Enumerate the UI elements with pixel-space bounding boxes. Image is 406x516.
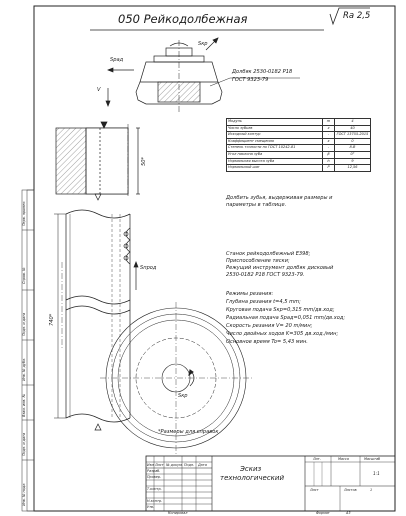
side-strip-5: Взам. инв. № [22, 393, 26, 417]
label-v: V [97, 87, 101, 93]
title-block-line-1: Эскиз [240, 465, 262, 473]
params-cell-val: 8-B [335, 145, 371, 152]
col-sign: Подп. [184, 463, 195, 467]
listov-label: Листов [344, 488, 357, 492]
dimension-740 [54, 214, 66, 418]
params-row [227, 165, 371, 172]
side-strip-1: Перв. примен. [22, 200, 26, 226]
params-cell-val: ГОСТ 13755-2015 [335, 132, 371, 139]
row-prov: Провер. [147, 475, 162, 479]
dim-50: 50* [141, 156, 147, 166]
params-cell-sym: m [323, 119, 335, 126]
params-cell-name: Степень точности по ГОСТ 10242-81 [227, 145, 323, 152]
kopiroval-label: Копировал [168, 511, 188, 515]
format-label: Формат [316, 511, 330, 515]
massa-label: Масса [338, 457, 349, 461]
cutter-sketch [136, 40, 222, 112]
side-strip-4: Инв. № дубл. [22, 357, 26, 381]
col-list: Лист [155, 463, 164, 467]
row-utv: Утв. [147, 505, 155, 509]
side-strip-7: Инв. № подл. [22, 482, 26, 506]
masshtab-label: Масштаб [364, 457, 381, 461]
equipment-line-2: Приспособление тиски; [226, 258, 290, 264]
row-nkontr: Н.контр. [147, 499, 163, 503]
params-cell-val: 0 [335, 138, 371, 145]
params-cell-name: Нормальный шаг [227, 165, 323, 172]
params-row [227, 125, 371, 132]
side-strip-3: Подп. и дата [22, 312, 26, 336]
side-strip-6: Подп. и дата [22, 432, 26, 456]
col-izm: Изм [147, 463, 154, 467]
title-block-line-2: технологический [220, 474, 284, 482]
params-cell-val: 40 [335, 125, 371, 132]
dim-740: 740* [49, 313, 55, 326]
row-razrab: Разраб. [147, 469, 161, 473]
params-cell-name: Число зубьев [227, 125, 323, 132]
listov-value: 1 [370, 488, 373, 492]
scale-value: 1:1 [373, 471, 380, 476]
params-row [227, 138, 371, 145]
params-cell-sym: x [323, 138, 335, 145]
params-cell-name: Исходный контур [227, 132, 323, 139]
cutting-title: Режимы резания: [226, 291, 274, 297]
equipment-line-3: Режущий инструмент долбяк дисковый [226, 265, 334, 271]
cutting-line-4: Скорость резания V= 20 m/мин; [226, 323, 313, 329]
instruction-line-2: параметры в таблице. [226, 202, 287, 208]
operation-title: 050 Рейкодолбежная [118, 12, 248, 26]
lit-label: Лит. [313, 457, 321, 461]
params-cell-sym: z [323, 125, 335, 132]
label-s-kr-circle: Sкр [178, 393, 188, 399]
params-cell-val: 9 [335, 158, 371, 165]
footnote: *Размеры для справок [158, 429, 219, 435]
cutting-line-5: Число двойных ходов K=305 дв.ход./мин; [226, 331, 339, 337]
params-row [227, 158, 371, 165]
params-cell-sym: β [323, 151, 335, 158]
params-cell-sym: - [323, 145, 335, 152]
params-row [227, 119, 371, 126]
s-prod-arrow [134, 262, 138, 290]
params-cell-name: Угол наклона зуба [227, 151, 323, 158]
side-strip [22, 190, 34, 511]
format-value: A3 [346, 511, 351, 515]
instruction-line-1: Долбить зубья, выдерживая размеры и [226, 195, 333, 201]
row-tkontr: Т.контр. [147, 487, 162, 491]
equipment-line-4: 2530-0182 Р18 ГОСТ 9323-79. [226, 272, 305, 278]
params-cell-name: Нормальная высота зуба [227, 158, 323, 165]
cutting-line-3: Радиальная подача Sрад=0,051 mm/дв.ход; [226, 315, 346, 321]
cutting-line-2: Круговая подача Sкр=0,315 mm/дв.ход; [226, 307, 335, 313]
params-cell-val: 0° [335, 151, 371, 158]
list-label: Лист [310, 488, 319, 492]
roughness-value: Ra 2,5 [343, 11, 371, 21]
cutting-line-6: Основное время To= 5,43 мин. [226, 339, 308, 345]
params-row [227, 145, 371, 152]
params-cell-sym: P [323, 165, 335, 172]
rack-section [56, 122, 140, 198]
label-s-kr: Sкр [198, 41, 208, 47]
params-cell-val: 12,56 [335, 165, 371, 172]
side-strip-2: Справ. № [22, 267, 26, 284]
label-s-rad: Sрад [110, 57, 124, 63]
params-row [227, 151, 371, 158]
params-cell-name: Коэффициент смещения [227, 138, 323, 145]
gear-params-table [226, 118, 371, 172]
equipment-line-1: Станок рейкодолбежный Е398; [226, 251, 311, 257]
params-cell-sym: h [323, 158, 335, 165]
col-date: Дата [198, 463, 207, 467]
tool-line-2: ГОСТ 9323-79 [232, 77, 269, 83]
params-row [227, 132, 371, 139]
col-doc: № докум. [166, 463, 183, 467]
tool-line-1: Долбяк 2530-0182 Р18 [232, 69, 293, 75]
label-s-prod: Sпрод [140, 265, 157, 271]
params-cell-val: 4 [335, 119, 371, 126]
params-cell-sym: - [323, 132, 335, 139]
params-cell-name: Модуль [227, 119, 323, 126]
rack-long-view [62, 194, 130, 430]
cutting-line-1: Глубина резания t=4,5 mm; [226, 299, 301, 305]
